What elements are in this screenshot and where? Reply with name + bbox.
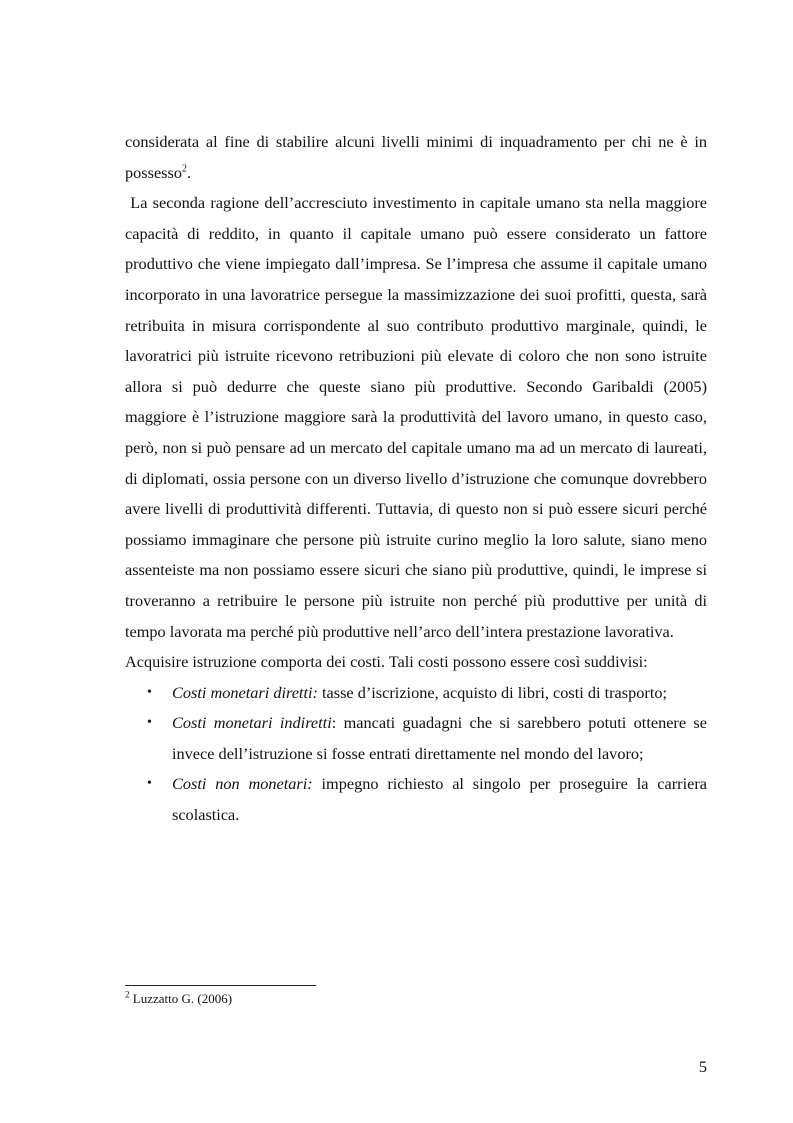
cost-list [125, 678, 707, 831]
footnote-number: 2 [125, 989, 130, 1000]
paragraph-continuation [125, 127, 707, 188]
cost-term: Costi non monetari: [172, 774, 313, 794]
footnote [125, 991, 232, 1007]
list-item-direct-costs [125, 678, 707, 709]
paragraph-human-capital: La seconda ragione dell’accresciuto investimento in capitale umano sta nella maggiore capacità di reddito, in quanto il capitale umano può essere considerato un fattore produttivo che viene impiegato dall’impresa. Se l’impresa che assume il capitale umano incorporato in una lavoratrice persegue la massimizzazione dei suoi profitti, questa, sarà retribuita in misura corrispondente al suo contributo produttivo marginale, quindi, le lavoratrici più istruite ricevono retribuzioni più elevate di coloro che non sono istruite allora si può dedurre che queste siano più produttive. Secondo Garibaldi (2005) maggiore è l’istruzione maggiore sarà la produttività del lavoro umano, in questo caso, però, non si può pensare ad un mercato del capitale umano ma ad un mercato di laureati, di diplomati, ossia persone con un diverso livello d’istruzione che comunque dovrebbero avere livelli di produttività differenti. Tuttavia, di questo non si può essere sicuri perché possiamo immaginare che persone più istruite curino meglio la loro salute, siano meno assenteiste ma non possiamo essere sicuri che siano più produttive, quindi, le imprese si troveranno a retribuire le persone più istruite non perché più produttive per unità di tempo lavorata ma perché più produttive nell’arco dell’intera prestazione lavorativa. [125, 193, 712, 641]
list-item-non-monetary-costs [125, 769, 707, 830]
list-item-indirect-costs [125, 708, 707, 769]
footnote-divider [125, 985, 316, 986]
bullet-icon: • [147, 715, 152, 731]
paragraph-1-text: considerata al fine di stabilire alcuni livelli minimi di inquadramento per chi ne è in possesso [125, 132, 707, 182]
page-number: 5 [698, 1057, 707, 1076]
bullet-icon: • [147, 684, 152, 700]
main-text [125, 127, 712, 831]
paragraph-costs-intro: Acquisire istruzione comporta dei costi. Tali costi possono essere così suddivisi: [125, 652, 648, 672]
cost-term: Costi monetari indiretti [172, 713, 332, 733]
cost-term: Costi monetari diretti: [172, 682, 318, 702]
bullet-icon: • [147, 776, 152, 792]
footnote-text: Luzzatto G. (2006) [129, 991, 233, 1006]
cost-description: impegno richiesto al singolo per proseguire la carriera scolastica. [172, 774, 707, 825]
footnote-reference: 2 [182, 163, 187, 175]
paragraph-1-end: . [187, 162, 192, 182]
cost-description: tasse d’iscrizione, acquisto di libri, costi di trasporto; [317, 682, 668, 702]
cost-description: : mancati guadagni che si sarebbero potuti ottenere se invece dell’istruzione si fosse entrati direttamente nel mondo del lavoro; [172, 713, 707, 763]
